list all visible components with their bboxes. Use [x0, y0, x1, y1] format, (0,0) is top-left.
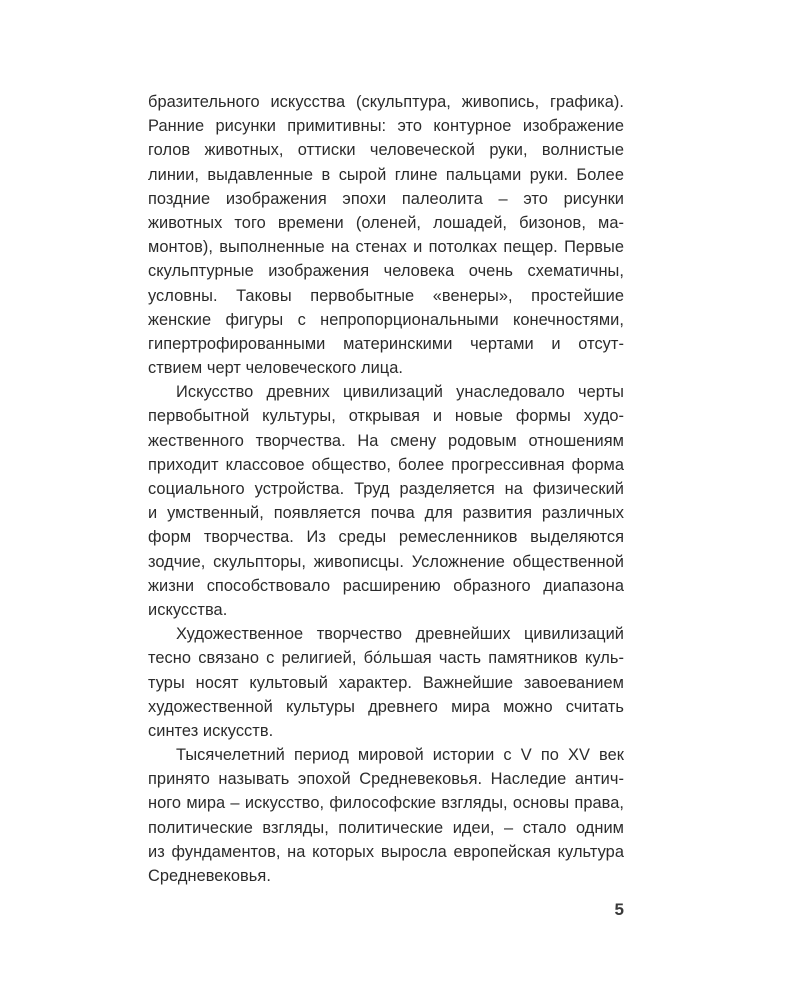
text-line: гипертрофированными материнскими чертами и отсут-	[148, 334, 624, 353]
text-line: условны. Таковы первобытные «венеры», простейшие	[148, 286, 624, 305]
text-line: Художественное творчество древнейших цивилизаций	[176, 625, 624, 644]
text-line: животных того времени (оленей, лошадей, бизонов, ма-	[148, 213, 624, 232]
page-number: 5	[614, 900, 624, 919]
text-line: Тысячелетний период мировой истории с V по XV век	[176, 746, 624, 765]
text-line: ствием черт человеческого лица.	[148, 359, 403, 378]
text-line: зодчие, скульпторы, живописцы. Усложнение общественной	[148, 552, 624, 571]
text-line: бразительного искусства (скульптура, живопись, графика).	[148, 93, 624, 111]
text-line: политические взгляды, политические идеи, – стало одним	[148, 818, 624, 837]
paragraph	[148, 380, 624, 622]
paragraph	[148, 622, 624, 743]
text-line: жественного творчества. На смену родовым отношениям	[148, 431, 624, 450]
text-line: жизни способствовало расширению образного диапазона	[148, 576, 624, 595]
text-line: туры носят культовый характер. Важнейшие завоеванием	[148, 673, 624, 692]
text-line: синтез искусств.	[148, 721, 274, 740]
text-line: социального устройства. Труд разделяется на физический	[148, 480, 624, 498]
text-line: первобытной культуры, открывая и новые формы худо-	[148, 407, 624, 426]
text-line: женские фигуры с непропорциональными конечностями,	[148, 310, 624, 329]
paragraph	[148, 90, 624, 380]
text-line: Средневековья.	[148, 867, 271, 885]
text-line: и умственный, появляется почва для развития различных	[148, 504, 624, 523]
text-line: поздние изображения эпохи палеолита – это рисунки	[148, 189, 624, 208]
text-line: голов животных, оттиски человеческой руки, волнистые	[148, 141, 624, 160]
text-line: ного мира – искусство, философские взгляды, основы права,	[148, 794, 624, 813]
body-text	[148, 90, 624, 888]
text-line: художественной культуры древнего мира можно считать	[148, 697, 624, 716]
text-line: монтов), выполненные на стенах и потолках пещер. Первые	[148, 238, 624, 257]
text-line: из фундаментов, на которых выросла европейская культура	[148, 842, 624, 861]
paragraph	[148, 743, 624, 888]
text-line: тесно связано с религией, бо́льшая часть памятников куль-	[148, 649, 624, 668]
text-line: приходит классовое общество, более прогрессивная форма	[148, 455, 624, 474]
text-line: Ранние рисунки примитивны: это контурное изображение	[148, 117, 624, 136]
text-line: линии, выдавленные в сырой глине пальцами руки. Более	[148, 165, 624, 184]
text-line: Искусство древних цивилизаций унаследовало черты	[176, 383, 624, 402]
text-line: форм творчества. Из среды ремесленников выделяются	[148, 528, 624, 547]
text-line: принято называть эпохой Средневековья. Наследие антич-	[148, 770, 624, 789]
text-line: скульптурные изображения человека очень схематичны,	[148, 262, 624, 281]
text-line: искусства.	[148, 600, 228, 619]
